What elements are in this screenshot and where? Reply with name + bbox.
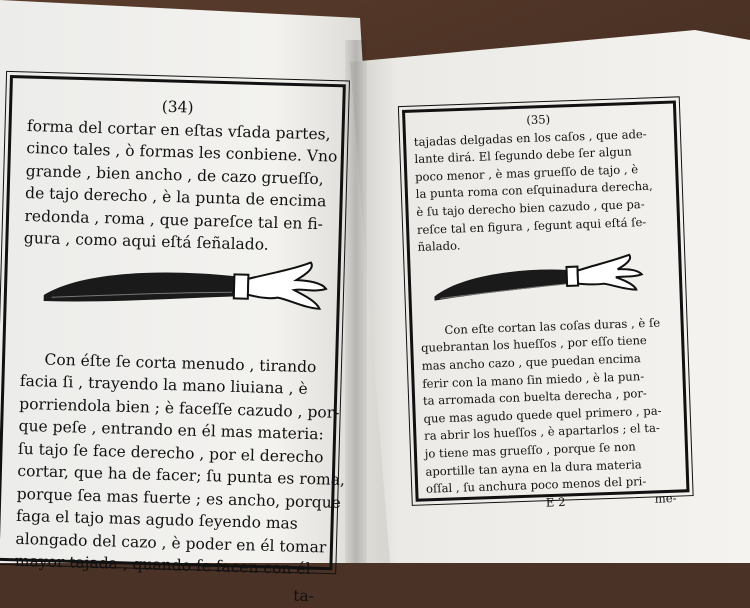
left-page-number: (34): [161, 97, 194, 117]
text-line: ta arromada con buelta derecha , por-: [422, 386, 648, 408]
text-line: cinco tales , ò formas les conbiene. Vno: [26, 138, 338, 166]
text-line: aportille tan ayna en la dura materia: [425, 456, 642, 479]
text-line: quebrantan los hueſſos , por eſſo tiene: [420, 333, 648, 356]
text-line: reſce tal en figura , ſegunt aqui eſtá ſe-: [416, 214, 647, 237]
text-line: Con eſte cortan las coſas duras , è ſe: [444, 315, 661, 337]
text-line: faga el tajo mas agudo ſeyendo mas: [15, 506, 299, 533]
text-line: grande , bien ancho , de cazo grueſſo,: [25, 161, 324, 188]
text-line: porriendola bien ; è faceſſe cazudo , por-: [19, 394, 340, 422]
text-line: jo tiene mas grueſſo , porque ſe non: [424, 439, 637, 461]
book-gutter: [345, 40, 367, 563]
text-line: de tajo derecho , è la punta de encima: [24, 183, 327, 211]
text-line: oſſal , ſu anchura poco menos del pri-: [425, 474, 647, 496]
text-line: mayor tajada , quando ſe facen con él: [14, 551, 311, 579]
text-line: que peſe , entrando en él mas materia:: [18, 416, 324, 444]
text-line: lante dirá. El ſegundo debe ſer algun: [414, 144, 632, 167]
text-line: ñalado.: [417, 238, 461, 255]
text-line: ſu tajo ſe face derecho , por el derecho: [17, 439, 324, 466]
signature-mark: E 2: [545, 494, 566, 510]
text-line: poco menor , è mas grueſſo de tajo , è: [414, 161, 639, 184]
text-line: ferir con la mano ſin miedo , è la pun-: [422, 368, 645, 391]
knife-illustration-large: [39, 251, 331, 329]
text-line: que mas agudo quede quel primero , pa-: [423, 403, 662, 426]
text-line: porque ſea mas fuerte ; es ancho, porque: [16, 484, 342, 512]
text-line: Con éſte ſe corta menudo , tirando: [44, 350, 317, 376]
catchword: me-: [654, 490, 677, 506]
text-line: mas ancho cazo , que puedan encima: [421, 351, 642, 373]
text-line: redonda , roma , que pareſce tal en fi-: [24, 206, 324, 233]
text-line: tajadas delgadas en los caſos , que ade-: [413, 126, 647, 149]
text-line: forma del cortar en eſtas vſada partes,: [26, 116, 331, 143]
right-page-number: (35): [526, 112, 551, 128]
catchword: ta-: [293, 586, 315, 605]
text-line: è ſu tajo derecho bien cazudo , que pa-: [416, 196, 645, 219]
knife-illustration-small: [429, 251, 646, 313]
text-line: alongado del cazo , è poder en él tomar: [15, 529, 327, 557]
text-line: facia ſi , trayendo la mano liuiana , è: [19, 371, 308, 398]
left-page-text: [14, 92, 346, 607]
text-line: ra abrir los hueſſos , è apartarlos ; el ta-: [423, 420, 661, 444]
text-line: gura , como aqui eſtá ſeñalado.: [23, 228, 269, 254]
text-line: cortar, que ha de facer; ſu punta es roma,: [17, 461, 346, 489]
text-line: la punta roma con eſquinadura derecha,: [415, 179, 653, 202]
